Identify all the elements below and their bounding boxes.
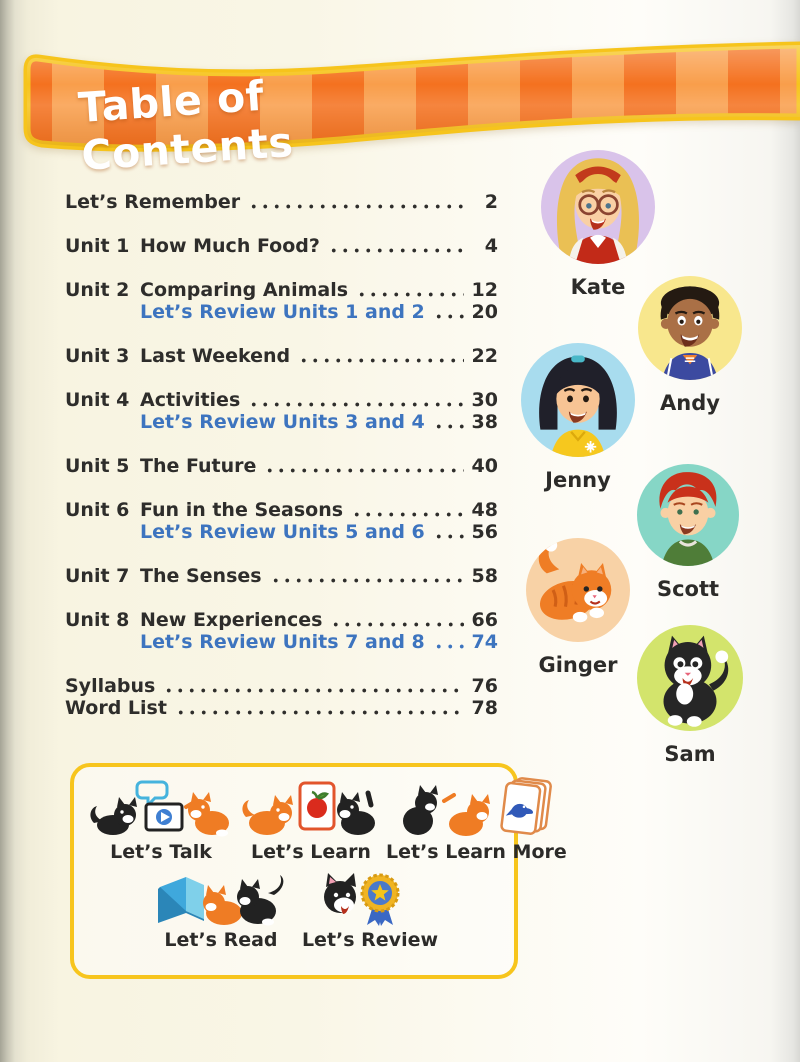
activity-label: Let’s Learn (251, 841, 371, 863)
toc-page-number: 48 (471, 499, 498, 521)
toc-page-number: 2 (484, 191, 498, 213)
lets-read-icon (146, 865, 296, 927)
activities-row-2 (74, 863, 514, 951)
toc-group (65, 345, 498, 367)
dot-leader (248, 204, 466, 209)
toc-row (65, 609, 498, 631)
activity-item (302, 865, 438, 951)
toc-unit-label: Unit 1 (65, 235, 130, 257)
toc-group (65, 235, 498, 257)
toc-list (65, 191, 498, 741)
activity-item (146, 865, 296, 951)
dot-leader (248, 402, 463, 407)
toc-entry-title: Comparing Animals (140, 279, 349, 301)
toc-group (65, 565, 498, 587)
toc-entry-title: New Experiences (140, 609, 323, 631)
toc-group (65, 675, 498, 719)
lets-review-icon (310, 865, 430, 927)
activity-label: Let’s Read (164, 929, 278, 951)
lets-learn-icon (236, 777, 386, 839)
andy-portrait-icon (638, 276, 742, 380)
sam-cat-icon (637, 625, 743, 731)
scott-portrait-icon (637, 464, 739, 566)
toc-page-number: 40 (471, 455, 498, 477)
toc-row (65, 675, 498, 697)
toc-row (65, 697, 498, 719)
toc-entry-title: Let’s Remember (65, 191, 241, 213)
character-name: Scott (656, 577, 720, 601)
dot-leader (356, 292, 464, 297)
activity-item (236, 777, 386, 863)
toc-row (65, 301, 498, 323)
dot-leader (433, 424, 464, 429)
dot-leader (264, 468, 463, 473)
dot-leader (330, 622, 463, 627)
toc-row (65, 411, 498, 433)
toc-page-number: 4 (484, 235, 498, 257)
toc-page-number: 22 (471, 345, 498, 367)
toc-page-number: 58 (471, 565, 498, 587)
toc-unit-label: Unit 6 (65, 499, 130, 521)
toc-entry-title: Let’s Review Units 7 and 8 (140, 631, 425, 653)
toc-group (65, 609, 498, 653)
toc-row (65, 389, 498, 411)
dot-leader (298, 358, 463, 363)
toc-entry-title: How Much Food? (140, 235, 320, 257)
toc-row (65, 279, 498, 301)
toc-entry-title: Fun in the Seasons (140, 499, 344, 521)
toc-entry-title: The Future (140, 455, 257, 477)
character-name: Andy (660, 391, 720, 415)
toc-entry-title: Syllabus (65, 675, 156, 697)
activities-legend-box (70, 763, 567, 979)
character-name: Kate (570, 275, 626, 299)
toc-entry-title: Let’s Review Units 3 and 4 (140, 411, 425, 433)
lets-talk-icon (86, 777, 236, 839)
character-circle (638, 276, 742, 380)
jenny-portrait-icon (521, 343, 635, 457)
toc-unit-label: Unit 5 (65, 455, 130, 477)
character-circle (526, 538, 630, 642)
toc-group (65, 389, 498, 433)
dot-leader (433, 534, 464, 539)
toc-group (65, 279, 498, 323)
toc-row (65, 191, 498, 213)
activity-label: Let’s Talk (110, 841, 212, 863)
toc-unit-label: Unit 8 (65, 609, 130, 631)
toc-page-number: 76 (471, 675, 498, 697)
toc-row (65, 345, 498, 367)
toc-entry-title: Word List (65, 697, 167, 719)
dot-leader (163, 688, 463, 693)
toc-entry-title: Last Weekend (140, 345, 291, 367)
toc-page-number: 66 (471, 609, 498, 631)
toc-unit-label: Unit 2 (65, 279, 130, 301)
kate-portrait-icon (541, 150, 655, 264)
character (521, 343, 635, 492)
character (637, 625, 743, 766)
toc-entry-title: The Senses (140, 565, 262, 587)
toc-page-number: 12 (471, 279, 498, 301)
toc-group (65, 191, 498, 213)
activities-row-1 (74, 767, 567, 863)
toc-unit-label: Unit 7 (65, 565, 130, 587)
toc-page-number: 30 (471, 389, 498, 411)
activity-item (86, 777, 236, 863)
page-title: Table of Contents (76, 71, 295, 180)
character-circle (637, 464, 739, 566)
toc-page-number: 78 (471, 697, 498, 719)
toc-unit-label: Unit 3 (65, 345, 130, 367)
toc-group (65, 455, 498, 477)
activity-label: Let’s Review (301, 929, 439, 951)
toc-row (65, 455, 498, 477)
character (637, 464, 739, 601)
character-name: Ginger (538, 653, 618, 677)
character-circle (637, 625, 743, 731)
toc-row (65, 499, 498, 521)
dot-leader (328, 248, 466, 253)
toc-entry-title: Activities (140, 389, 241, 411)
character-circle (541, 150, 655, 264)
character-name: Sam (664, 742, 716, 766)
character (526, 538, 630, 677)
dot-leader (433, 644, 464, 649)
toc-unit-label: Unit 4 (65, 389, 130, 411)
character-circle (521, 343, 635, 457)
dot-leader (270, 578, 464, 583)
ginger-cat-icon (526, 538, 630, 642)
toc-page-number: 38 (471, 411, 498, 433)
lets-learn-more-icon (396, 777, 556, 839)
activity-label: Let’s Learn More (386, 841, 567, 863)
toc-page-number: 74 (471, 631, 498, 653)
toc-row (65, 521, 498, 543)
dot-leader (351, 512, 463, 517)
dot-leader (433, 314, 464, 319)
character (638, 276, 742, 415)
toc-entry-title: Let’s Review Units 1 and 2 (140, 301, 425, 323)
toc-row (65, 631, 498, 653)
toc-page-number: 20 (471, 301, 498, 323)
character-name: Jenny (545, 468, 611, 492)
toc-page-number: 56 (471, 521, 498, 543)
toc-group (65, 499, 498, 543)
toc-row (65, 235, 498, 257)
dot-leader (175, 710, 464, 715)
activity-item (386, 777, 567, 863)
toc-entry-title: Let’s Review Units 5 and 6 (140, 521, 425, 543)
toc-row (65, 565, 498, 587)
